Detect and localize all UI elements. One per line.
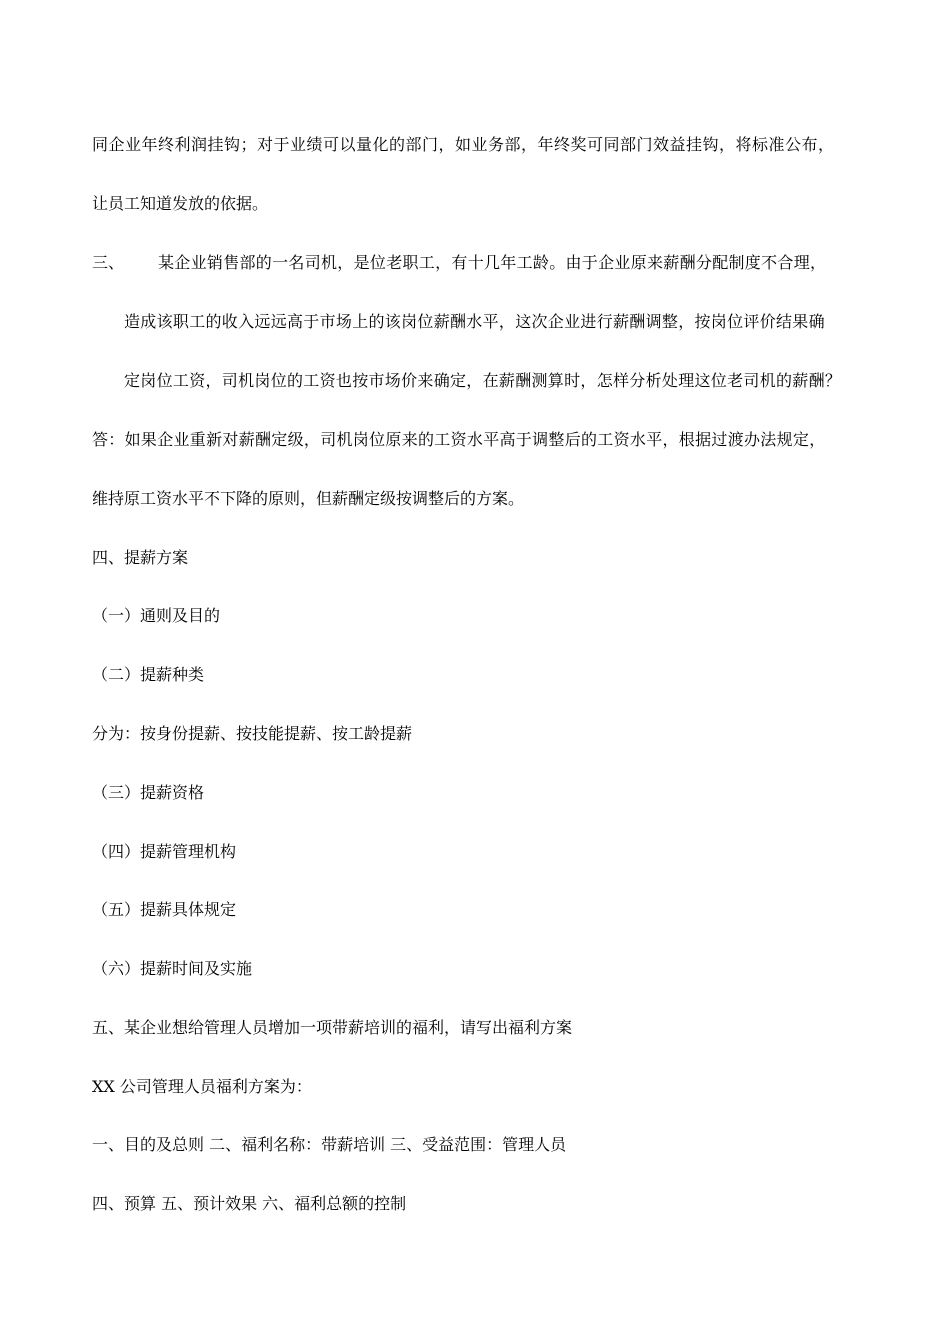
- question-line: 某企业销售部的一名司机，是位老职工，有十几年工龄。由于企业原来薪酬分配制度不合理，: [158, 253, 827, 272]
- answer-line: 维持原工资水平不下降的原则，但薪酬定级按调整后的方案。: [92, 489, 525, 508]
- question-line: 定岗位工资，司机岗位的工资也按市场价来确定，在薪酬测算时，怎样分析处理这位老司机的薪酬？: [124, 371, 842, 390]
- question-line: 造成该职工的收入远远高于市场上的该岗位薪酬水平，这次企业进行薪酬调整，按岗位评价结果确: [124, 312, 825, 331]
- paragraph-line: 一、目的及总则 二、福利名称：带薪培训 三、受益范围：管理人员: [92, 1135, 567, 1154]
- section-heading: 四、提薪方案: [92, 548, 189, 567]
- subsection-heading: （二）提薪种类: [92, 665, 205, 684]
- paragraph-line: 让员工知道发放的依据。: [92, 194, 269, 213]
- paragraph-line: XX 公司管理人员福利方案为：: [92, 1077, 312, 1096]
- section-heading: 五、某企业想给管理人员增加一项带薪培训的福利，请写出福利方案: [92, 1018, 573, 1037]
- answer-line: 答：如果企业重新对薪酬定级，司机岗位原来的工资水平高于调整后的工资水平，根据过渡办法规定，: [92, 430, 826, 449]
- paragraph-line: 同企业年终利润挂钩；对于业绩可以量化的部门，如业务部，年终奖可同部门效益挂钩，将标准公布，: [92, 135, 835, 154]
- section-number: 三、: [92, 253, 125, 272]
- subsection-heading: （五）提薪具体规定: [92, 900, 237, 919]
- subsection-heading: （三）提薪资格: [92, 783, 205, 802]
- subsection-heading: （四）提薪管理机构: [92, 842, 237, 861]
- subsection-heading: （六）提薪时间及实施: [92, 959, 253, 978]
- subsection-heading: （一）通则及目的: [92, 606, 221, 625]
- paragraph-line: 分为：按身份提薪、按技能提薪、按工龄提薪: [92, 724, 413, 743]
- paragraph-line: 四、预算 五、预计效果 六、福利总额的控制: [92, 1194, 407, 1213]
